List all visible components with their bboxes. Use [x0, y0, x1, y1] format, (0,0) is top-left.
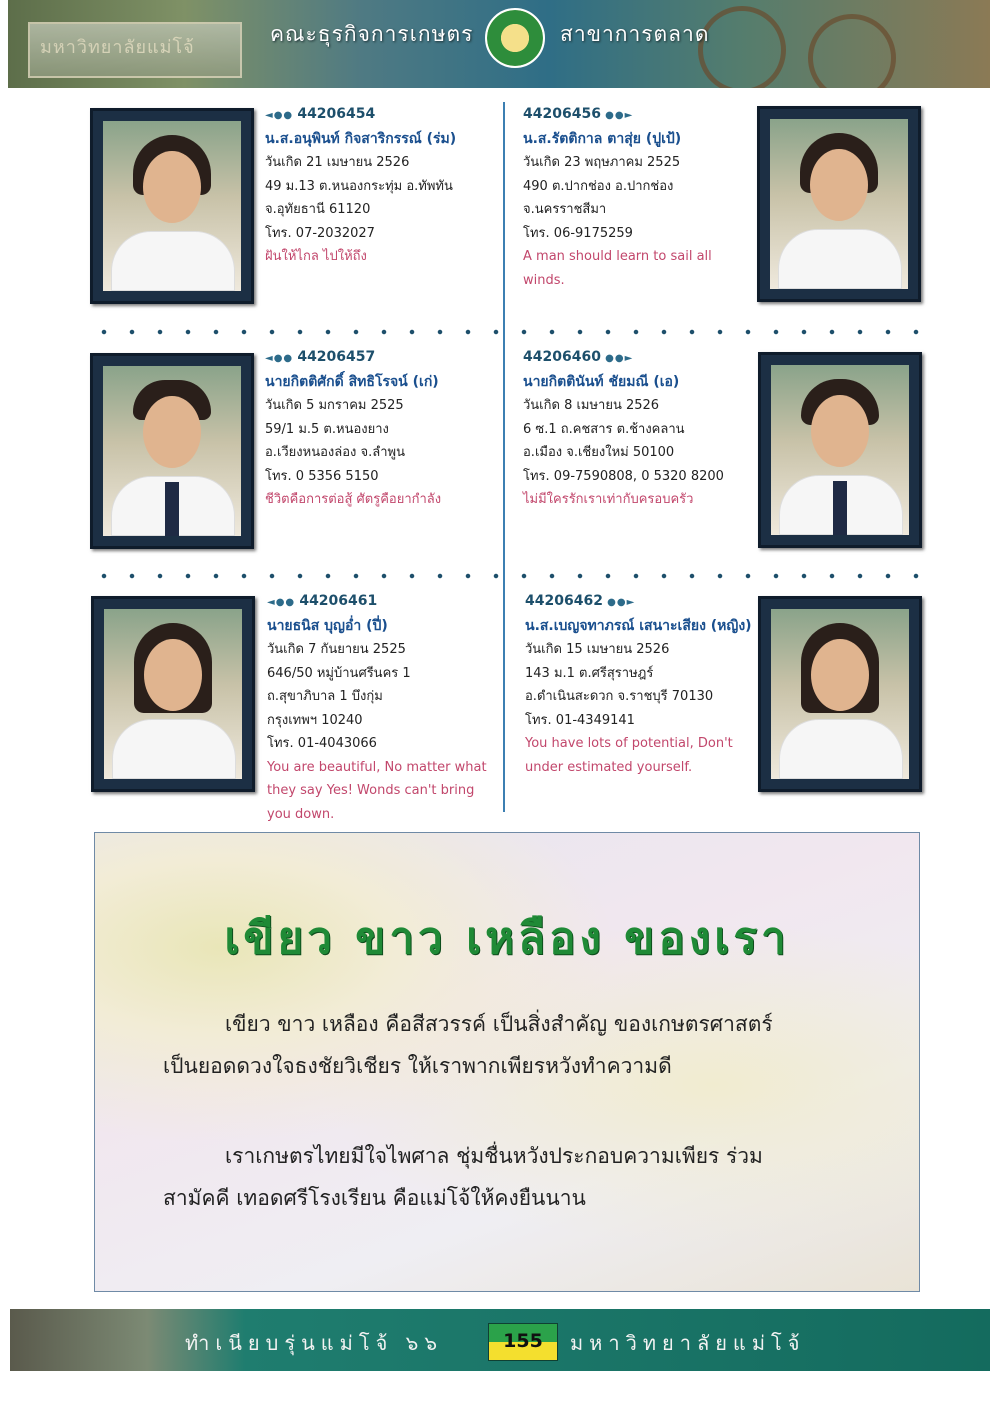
student-name: น.ส.รัตติกาล ตาสุ่ย (ปูเป้): [523, 130, 682, 147]
student-photo: [91, 596, 255, 792]
page-number: 155: [503, 1330, 543, 1352]
student-photo: [757, 106, 921, 302]
page-number-badge: [488, 1323, 558, 1361]
student-birth: วันเกิด 8 เมษายน 2526: [523, 398, 660, 413]
student-birth: วันเกิด 21 เมษายน 2526: [265, 155, 410, 170]
student-id: 44206461: [299, 593, 378, 609]
student-address: 646/50 หมู่บ้านศรีนคร 1: [267, 665, 411, 681]
student-phone: โทร. 07-2032027: [265, 225, 375, 241]
student-phone: โทร. 01-4349141: [525, 712, 635, 728]
student-name: นายกิตติศักดิ์ สิทธิโรจน์ (เก่): [265, 373, 439, 390]
student-photo: [90, 353, 254, 549]
bullet-icon: ◄●●: [265, 110, 298, 121]
university-sign-text: มหาวิทยาลัยแม่โจ้: [40, 37, 195, 58]
student-motto: ฝันให้ไกล ไปให้ถึง: [265, 249, 367, 264]
poem-line: สามัคคี เทอดศรีโรงเรียน คือแม่โจ้ให้คงยืนนาน: [163, 1186, 586, 1210]
student-photo: [758, 596, 922, 792]
student-name: นายกิตตินันท์ ชัยมณี (เอ): [523, 373, 680, 390]
student-id: 44206457: [297, 349, 376, 365]
student-address: อ.เมือง จ.เชียงใหม่ 50100: [523, 445, 675, 460]
bullet-icon: ●●►: [602, 597, 636, 608]
student-motto: You have lots of potential, Don't under estimated yourself.: [525, 736, 733, 775]
student-address: 59/1 ม.5 ต.หนองยาง: [265, 421, 389, 437]
student-address: 6 ซ.1 ถ.คชสาร ต.ช้างคลาน: [523, 421, 685, 437]
student-card: [265, 346, 495, 512]
student-photo: [90, 108, 254, 304]
page-footer: [10, 1309, 990, 1371]
poem-box: [94, 832, 920, 1292]
dotted-divider: [90, 573, 920, 579]
student-phone: โทร. 09-7590808, 0 5320 8200: [523, 468, 724, 484]
poem-line: เขียว ขาว เหลือง คือสีสวรรค์ เป็นสิ่งสำคัญ ของเกษตรศาสตร์: [225, 1012, 773, 1036]
student-birth: วันเกิด 5 มกราคม 2525: [265, 398, 404, 413]
poem-line: เราเกษตรไทยมีใจไพศาล ชุ่มชื่นหวังประกอบความเพียร ร่วม: [225, 1144, 763, 1168]
student-address: ถ.สุขาภิบาล 1 บึงกุ่ม: [267, 689, 383, 704]
student-address: 490 ต.ปากช่อง อ.ปากช่อง: [523, 178, 674, 194]
student-address: อ.ดำเนินสะดวก จ.ราชบุรี 70130: [525, 689, 714, 704]
student-card: [525, 590, 755, 779]
student-id: 44206454: [297, 106, 376, 122]
student-card: [523, 346, 753, 512]
student-address: จ.นครราชสีมา: [523, 202, 607, 217]
bullet-icon: ◄●●: [265, 353, 298, 364]
dotted-divider: [90, 329, 920, 335]
student-photo: [758, 352, 922, 548]
student-id: 44206462: [525, 593, 603, 609]
student-motto: A man should learn to sail all winds.: [523, 249, 712, 288]
student-phone: โทร. 0 5356 5150: [265, 468, 379, 484]
student-name: นายธนิส บุญอ่ำ (ปี่): [267, 617, 388, 634]
footer-university-name: มหาวิทยาลัยแม่โจ้: [570, 1331, 806, 1355]
student-phone: โทร. 06-9175259: [523, 225, 633, 241]
student-card: [265, 103, 495, 269]
column-divider: [503, 102, 505, 812]
cart-wheel-decoration: [698, 6, 786, 88]
bullet-icon: ●●►: [600, 353, 634, 364]
bullet-icon: ●●►: [600, 110, 634, 121]
poem-paragraph: [163, 1135, 883, 1219]
student-card: [267, 590, 497, 826]
page-header-banner: [8, 0, 990, 88]
footer-yearbook-title: ทำเนียบรุ่นแม่โจ้ ๖๖: [185, 1331, 444, 1355]
student-card: [523, 103, 753, 292]
student-address: อ.เวียงหนองล่อง จ.ลำพูน: [265, 445, 405, 460]
student-address: 49 ม.13 ต.หนองกระทุ่ม อ.ทัพทัน: [265, 178, 453, 194]
student-address: จ.อุทัยธานี 61120: [265, 202, 371, 217]
student-address: กรุงเทพฯ 10240: [267, 712, 363, 728]
student-name: น.ส.อนุพินท์ กิจสาริกรรณ์ (ร่ม): [265, 130, 457, 147]
poem-title: เขียว ขาว เหลือง ของเรา: [224, 913, 790, 964]
university-logo: [485, 8, 545, 68]
student-birth: วันเกิด 23 พฤษภาคม 2525: [523, 155, 681, 170]
student-id: 44206456: [523, 106, 601, 122]
cart-wheel-decoration: [808, 14, 896, 88]
poem-line: เป็นยอดดวงใจธงชัยวิเชียร ให้เราพากเพียรหวังทำความดี: [163, 1054, 672, 1078]
bullet-icon: ◄●●: [267, 597, 300, 608]
student-name: น.ส.เบญจทาภรณ์ เสนาะเสียง (หญิง): [525, 617, 752, 634]
student-phone: โทร. 01-4043066: [267, 736, 377, 751]
poem-paragraph: [163, 1003, 883, 1087]
student-motto: You are beautiful, No matter what they say Yes! Wonds can't bring you down.: [267, 759, 487, 822]
faculty-title: คณะธุรกิจการเกษตร: [270, 22, 474, 46]
student-birth: วันเกิด 15 เมษายน 2526: [525, 642, 670, 657]
student-motto: ชีวิตคือการต่อสู้ ศัตรูคือยากำลัง: [265, 492, 442, 507]
student-birth: วันเกิด 7 กันยายน 2525: [267, 642, 406, 657]
student-address: 143 ม.1 ต.ศรีสุราษฎร์: [525, 665, 654, 681]
university-sign-image: [28, 22, 242, 78]
student-motto: ไม่มีใครรักเราเท่ากับครอบครัว: [523, 492, 694, 507]
student-id: 44206460: [523, 349, 601, 365]
department-title: สาขาการตลาด: [560, 22, 710, 46]
